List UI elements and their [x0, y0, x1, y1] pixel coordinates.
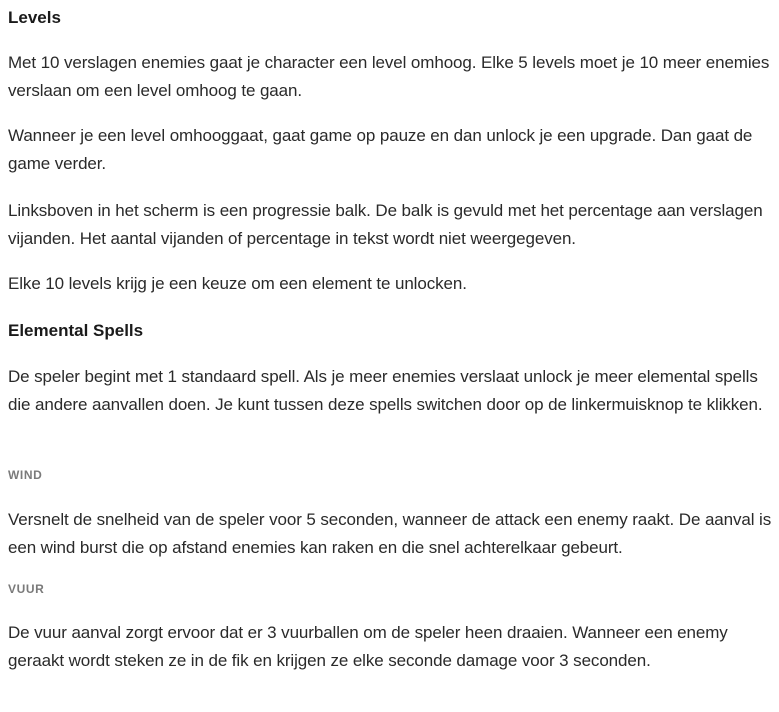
heading-levels: Levels: [8, 8, 61, 27]
paragraph-elemental-intro: De speler begint met 1 standaard spell. Als je meer enemies verslaat unlock je meer elemental spells die andere aanvallen doen. Je kunt tussen deze spells switchen door op de linkermuisknop te klikken.: [8, 367, 763, 414]
paragraph-vuur: De vuur aanval zorgt ervoor dat er 3 vuurballen om de speler heen draaien. Wanneer een enemy geraakt wordt steken ze in de fik en krijgen ze elke seconde damage voor 3 seconden.: [8, 623, 728, 670]
paragraph-levels-3: Linksboven in het scherm is een progressie balk. De balk is gevuld met het percentage aan verslagen vijanden. Het aantal vijanden of percentage in tekst wordt niet weergegeven.: [8, 201, 763, 248]
subheading-vuur: VUUR: [8, 582, 45, 596]
paragraph-levels-1: Met 10 verslagen enemies gaat je character een level omhoog. Elke 5 levels moet je 10 meer enemies verslaan om een level omhoog te gaan.: [8, 53, 770, 100]
paragraph-levels-4: Elke 10 levels krijg je een keuze om een element te unlocken.: [8, 274, 467, 293]
heading-elemental-spells: Elemental Spells: [8, 321, 144, 340]
paragraph-levels-2: Wanneer je een level omhooggaat, gaat game op pauze en dan unlock je een upgrade. Dan gaat de game verder.: [8, 126, 753, 173]
subheading-wind: WIND: [8, 468, 43, 482]
paragraph-wind: Versnelt de snelheid van de speler voor 5 seconden, wanneer de attack een enemy raakt. De aanval is een wind burst die op afstand enemies kan raken en die snel achterelkaar gebeurt.: [8, 510, 772, 557]
